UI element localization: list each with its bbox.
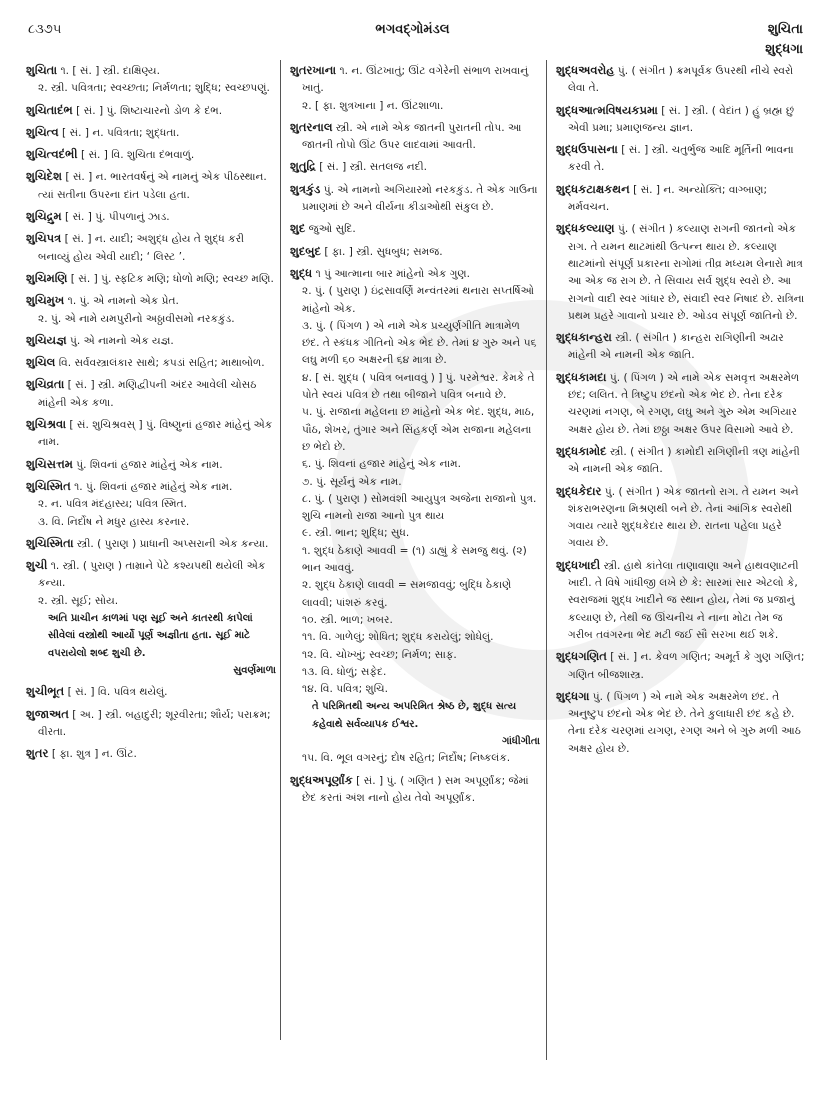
- definition-text: ૬. પું. શિવનાં હજાર માંહેનું એક નામ.: [302, 458, 461, 471]
- headword: શુદ્ધકાન્હરા: [556, 330, 612, 345]
- entry-definition: [290, 265, 540, 283]
- entry-definition: [556, 102, 806, 138]
- definition-text: ૫. પું. રાજાના મહેલના છ માંહેનો એક ભેદ. શુદ્ધ, માઠ, પૌઠ, શેખર, તુંગાર અને સિંહકર્ણ એમ રાજાના મહેલના છ ભેદો છે.: [302, 406, 535, 453]
- entry-definition: [26, 535, 276, 553]
- entry-sense: [290, 491, 540, 526]
- dictionary-entry: [556, 648, 806, 684]
- entry-definition: [290, 119, 540, 155]
- page-header: [0, 0, 825, 56]
- headword: શુચિત્વદંભી: [26, 147, 78, 162]
- headword: શુચિસત્તમ: [26, 456, 73, 471]
- dictionary-entry: [26, 168, 276, 204]
- entry-definition: [26, 208, 276, 226]
- definition-text: [ અ. ] સ્ત્રી. બહાદુરી; શૂરવીરતા; શૌર્ય; પરાક્રમ; વીરતા.: [38, 708, 271, 738]
- guide-word-first: શુચિતા: [767, 22, 803, 37]
- dictionary-entry: [290, 772, 540, 808]
- entry-definition: [26, 416, 276, 452]
- definition-text: સ્ત્રી. ( પુરાણ ) પ્રાધાની અપ્સરાની એક કન્યા.: [76, 537, 269, 550]
- headword: શુજાઅત: [26, 706, 69, 721]
- headword: શુદ્ધકેદાર: [556, 483, 602, 498]
- definition-text: ૨. ન. પવિત્ર મંદહાસ્ય; પવિત્ર સ્મિત.: [38, 498, 187, 511]
- column-2: [290, 62, 540, 811]
- headword: શુચિસ્મિતા: [26, 535, 74, 550]
- column-3: [556, 62, 806, 762]
- headword: શુચિયજ્ઞ: [26, 332, 67, 347]
- dictionary-entry: [26, 557, 276, 679]
- dictionary-entry: [290, 158, 540, 176]
- citation-quote: તે પરિમિતથી અન્ય અપરિમિત શ્રેષ્ઠ છે, શુદ્ધ સત્ય કહેવાથે સર્વવ્યાપક ઈશ્વર.: [312, 701, 517, 730]
- definition-text: સ્ત્રી. હાથે કાંતેલા તાણાવાણા અને હાથવણાટની ખાદી. તે વિષે ગાંધીજી લખે છે કે: સારમાં સાર એટલો કે, સ્વરાજમાં શુદ્ધ ખાદીને જ સ્થાન હોય, તેમાં જ પ્રજાનું કલ્યાણ છે, તેથી જ ઊંચનીચ ને નાના મોટા તેમ જ ગરીબ તવંગરના ભેદ મટી જઈ સૌ સરખા થઈ શકે.: [568, 559, 799, 641]
- definition-text: ૧ પું આત્માના બાર માંહેનો એક ગુણ.: [315, 267, 471, 280]
- definition-text: ૧. શુદ્ધ ઠેકાણે આવવી = (૧) ડાહ્યું કે સમજુ થવું. (૨) ભાન આવવું.: [302, 544, 527, 575]
- definition-text: ૧. [ સં. ] સ્ત્રી. દાક્ષિણ્ય.: [60, 65, 160, 77]
- definition-text: [ સં. ] વિ. શુચિતા દંભવાળું.: [80, 149, 195, 162]
- dictionary-entry: [26, 745, 276, 763]
- entry-definition: [556, 369, 806, 439]
- headword: શુદ્ધકલ્યાણ: [556, 221, 615, 236]
- definition-text: વિ. સર્વવસ્ત્રાલંકાર સાથે; કપડાં સહિત; માથાબોળ.: [58, 357, 265, 370]
- dictionary-entry: [290, 265, 540, 768]
- entry-definition: [26, 706, 276, 742]
- definition-text: ૧. ન. ઊંટખાતું; ઊંટ વગેરેની સંભાળ રાખવાનું ખાતું.: [302, 65, 529, 95]
- definition-text: [ સં. ] ન. અન્યોક્તિ; વાગ્બાણ; મર્મવચન.: [568, 183, 768, 214]
- headword: શુદ્ધગણિત: [556, 649, 607, 664]
- entry-sense: [290, 404, 540, 456]
- definition-text: [ સં. ] પું. સ્ફટિક મણિ; ધોળો મણિ; સ્વચ્છ મણિ.: [70, 272, 274, 285]
- entry-definition: [26, 292, 276, 310]
- dictionary-entry: [556, 181, 806, 217]
- dictionary-entry: [26, 332, 276, 350]
- entry-sense: [290, 318, 540, 370]
- definition-text: ૧૧. વિ. ગાળેલું; શોધિત; શુદ્ધ કરાયેલું; શોધેલું.: [302, 631, 494, 644]
- definition-text: ૧૦. સ્ત્રી. ભાળ; ખબર.: [302, 613, 393, 626]
- definition-text: ૨. શુદ્ધ ઠેકાણે લાવવી = સમજાવવું; બુદ્ધિ ઠેકાણે લાવવી; પાંશરું કરવું.: [302, 579, 512, 609]
- definition-text: સ્ત્રી. એ નામે એક જાતની પુરાતની તોપ. આ જાતની તોપો ઊંટ ઉપર લાદવામાં આવતી.: [302, 121, 522, 152]
- definition-text: ૨. સ્ત્રી. પવિત્રતા; સ્વચ્છતા; નિર્મળતા; શુદ્ધિ; સ્વચ્છપણું.: [38, 82, 270, 95]
- dictionary-entry: [26, 62, 276, 98]
- definition-text: [ સં. ] ન. ભારતવર્ષનું એ નામનું એક પીઠસ્થાન. ત્યાં સતીના ઉપરના દાંત પડેલા હતા.: [38, 171, 267, 201]
- headword: શુચિત્વ: [26, 124, 59, 139]
- entry-sense: [290, 577, 540, 612]
- definition-text: પું. ( સંગીત ) ક્રમપૂર્વક ઉપરથી નીચે સ્વરો લેવા તે.: [568, 65, 794, 95]
- headword: શુચીભૂત: [26, 684, 65, 699]
- definition-text: [ ફા. ] સ્ત્રી. સુધબુધ; સમજ.: [324, 245, 443, 258]
- entry-sense: [290, 664, 540, 681]
- headword: શુચિમુખ: [26, 293, 65, 308]
- headword: શુચી: [26, 558, 48, 573]
- dictionary-entry: [26, 146, 276, 164]
- entry-definition: [26, 478, 276, 496]
- dictionary-entry: [556, 62, 806, 98]
- definition-text: ૨. સ્ત્રી. સૂઈ; સોય.: [38, 594, 119, 607]
- entry-definition: [556, 443, 806, 479]
- definition-text: સ્ત્રી. ( સંગીત ) કામોદી રાગિણીની ત્રણ માંહેની એ નામની એક જાતિ.: [568, 445, 800, 476]
- headword: શુદબુદ: [290, 243, 321, 258]
- dictionary-entry: [26, 102, 276, 120]
- headword: શુચિમણિ: [26, 270, 68, 285]
- definition-text: પું. શિવનાં હજાર માંહેનું એક નામ.: [76, 458, 223, 471]
- entry-definition: [26, 376, 276, 412]
- entry-sense: [290, 283, 540, 318]
- entry-sense: ૧૫. વિ. ભૂલ વગરનું; દોષ રહિત; નિર્દોષ; નિષ્કલંક.: [302, 752, 511, 765]
- citation-source: ગાંધીગીતા: [502, 735, 540, 747]
- dictionary-entry: [556, 102, 806, 138]
- entry-definition: [290, 220, 540, 238]
- headword: શુદ: [290, 221, 306, 236]
- definition-text: [ સં. શુચિશ્રવસ્ ] પું. વિષ્ણુનાં હજાર માંહેનું એક નામ.: [38, 419, 273, 449]
- definition-text: [ સં. ] વિ. પવિત્ર થયેલું.: [67, 686, 168, 699]
- headword: શુતર: [26, 746, 49, 761]
- dictionary-entry: [26, 535, 276, 553]
- dictionary-entry: [26, 478, 276, 531]
- entry-sense: [290, 612, 540, 629]
- entry-definition: [26, 332, 276, 350]
- definition-text: ૨. પું. ( પુરાણ ) ઇંદ્રસાવર્ણિ મન્વંતરમાં થનારા સપ્તર્ષિઓ માંહેનો એક.: [302, 285, 535, 315]
- entry-definition: [26, 745, 276, 763]
- headword: શુચિતાદંભ: [26, 102, 73, 117]
- entry-sense: [26, 514, 276, 531]
- headword: શુતુદ્રિ: [290, 159, 316, 174]
- definition-text: ૮. પું. ( પુરાણ ) સોમવંશી આયુપુત્ર અજેના રાજાનો પુત્ર. શુચિ નામનો રાજા આનો પુત્ર થાય: [302, 492, 537, 523]
- dictionary-entry: [556, 329, 806, 365]
- dictionary-entry: [290, 119, 540, 155]
- entry-definition: [26, 168, 276, 204]
- headword: શુદ્ધકામદા: [556, 369, 607, 384]
- definition-text: [ સં. ] પું. ( ગણિત ) સમ અપૂર્ણાંક; જેમાં છેદ કરતાં અંશ નાનો હોય તેવો અપૂર્ણાંક.: [302, 774, 529, 804]
- entry-definition: [556, 62, 806, 98]
- definition-text: ૧. સ્ત્રી. ( પુરાણ ) તામ્રાને પેટે કશ્યપથી થયેલી એક કન્યા.: [38, 560, 266, 590]
- entry-definition: [26, 354, 276, 372]
- entry-definition: [26, 62, 276, 80]
- definition-text: ૨. પું. એ નામે યમપુરીનો અઠ્ઠાવીસમો નરકકુંડ.: [38, 312, 235, 325]
- entry-sense: [290, 370, 540, 405]
- headword: શુતરખાના: [290, 63, 337, 77]
- headword: શુચિપત્ર: [26, 231, 62, 246]
- definition-text: પું. ( સંગીત ) કલ્યાણ રાગની જાતનો એક રાગ. તે યમન થાટમાંથી ઉત્પન્ન થાય છે. કલ્યાણ થાટમાંનો સંપૂર્ણ પ્રકારના રાગોમાં તીવ્ર મધ્યમ લેનારો માત્ર આ એક જ રાગ છે. તે સિવાય સર્વ શુદ્ધ સ્વરો છે. આ રાગનો વાદી સ્વર ગાંધાર છે, સંવાદી સ્વર નિષાદ છે. રાત્રિના પ્રથમ પ્રહરે ગાવાનો પ્રચાર છે. ઓડવ સંપૂર્ણ જાતિનો છે.: [568, 223, 805, 322]
- entry-definition: [290, 181, 540, 217]
- entry-definition: [26, 230, 276, 266]
- headword: શુચિલ: [26, 355, 56, 370]
- definition-text: પું. એ નામનો એક યજ્ઞ.: [69, 334, 174, 347]
- definition-text: [ સં. ] ન. યાદી; અશુદ્ધ હોય તે શુદ્ધ કરી બનાવ્યું હોય એવી યાદી; ‘ લિસ્ટ ’.: [38, 233, 245, 263]
- definition-text: સ્ત્રી. ( સંગીત ) કાન્હરા રાગિણીની અઢાર માંહેની એ નામની એક જાતિ.: [568, 332, 784, 362]
- definition-text: [ સં. ] સ્ત્રી. મણિદ્વીપની અંદર આવેલી ચોસઠ માંહેની એક કળા.: [38, 379, 257, 409]
- guide-words: [765, 20, 803, 60]
- entry-definition: [26, 124, 276, 142]
- definition-text: ૪. [ સં. શુદ્ધ ( પવિત્ર બનાવવું ) ] પું. પરમેશ્વર. કેમકે તે પોતે સ્વયં પવિત્ર છે તથા બીજાને પવિત્ર બનાવે છે.: [302, 371, 535, 402]
- headword: શુચિદેશ: [26, 169, 62, 184]
- definition-text: ૧૩. વિ. ધોળું; સફેદ.: [302, 665, 387, 678]
- headword: શુદ્ધઉપાસના: [556, 142, 618, 157]
- dictionary-entry: [26, 208, 276, 226]
- definition-text: [ સં. ] ન. કેવળ ગણિત; અમૂર્ત કે ગુણ ગણિત; ગણિત બીજશાસ્ત્ર.: [568, 651, 805, 681]
- entry-definition: [556, 141, 806, 177]
- dictionary-entry: [26, 706, 276, 742]
- page-number: ૮૩૭૫: [28, 22, 62, 37]
- entry-definition: [556, 329, 806, 365]
- headword: શુત્રકુંડ: [290, 181, 321, 196]
- entry-sense: [290, 98, 540, 115]
- dictionary-entry: [26, 683, 276, 701]
- entry-sense: [290, 456, 540, 473]
- definition-text: ૨. [ ફા. શુત્રખાના ] ન. ઊંટશાળા.: [302, 99, 444, 112]
- definition-text: [ સં. ] પું. શિષ્ટાચારનો ડોળ કે દંભ.: [76, 104, 223, 117]
- dictionary-entry: [26, 416, 276, 452]
- dictionary-entry: [26, 292, 276, 328]
- definition-text: [ ફા. શુત્ર ] ન. ઊંટ.: [51, 748, 137, 761]
- dictionary-entry: [26, 456, 276, 474]
- headword: શુચિશ્રવા: [26, 417, 67, 432]
- headword: શુદ્ધકટાક્ષકથન: [556, 181, 630, 196]
- entry-definition: [26, 456, 276, 474]
- dictionary-entry: [556, 369, 806, 439]
- entry-definition: [290, 243, 540, 261]
- dictionary-entry: [556, 443, 806, 479]
- headword: શુચિસ્મિત: [26, 478, 71, 493]
- entry-definition: [26, 557, 276, 593]
- definition-text: પું. એ નામનો અગિયારમો નરકકુંડ. તે એક ગાઉના પ્રમાણમાં છે અને વીર્યના કીડાઓથી સંકુલ છે.: [302, 183, 538, 214]
- entry-definition: [556, 557, 806, 644]
- definition-text: ૧૪. વિ. પવિત્ર; શુચિ.: [302, 683, 388, 696]
- entry-definition: [26, 683, 276, 701]
- entry-definition: [556, 220, 806, 325]
- entry-definition: [290, 62, 540, 98]
- dictionary-columns: [0, 62, 825, 1092]
- headword: શુદ્ધઅપૂર્ણાંક: [290, 772, 353, 787]
- entry-definition: [26, 270, 276, 288]
- citation-source: સુવર્ણમાળા: [233, 664, 276, 676]
- definition-text: ૧. પું. એ નામનો એક પ્રેત.: [67, 295, 179, 308]
- column-1: [26, 62, 276, 767]
- dictionary-entry: [556, 483, 806, 553]
- headword: શુદ્ધઆત્મવિષયકપ્રમા: [556, 102, 658, 117]
- definition-text: [ સં. ] સ્ત્રી. ચતુર્ભુજ આદિ મૂર્તિની ભાવના કરવી તે.: [568, 144, 794, 174]
- dictionary-entry: [26, 124, 276, 142]
- definition-text: પું. ( પિંગળ ) એ નામે એક અક્ષરમેળ છંદ. તે અનુષ્ટુપ છંદનો એક ભેદ છે. તેને કુલાધારી છંદ કહે છે. તેના દરેક ચરણમાં યગણ, રગણ અને બે ગુરુ મળી આઠ અક્ષર હોય છે.: [568, 690, 801, 755]
- running-title: ભગવદ્ગોમંડલ: [375, 22, 450, 37]
- entry-sense: [290, 525, 540, 542]
- guide-word-last: શુદ્ધગા: [765, 42, 803, 57]
- dictionary-entry: [290, 243, 540, 261]
- entry-definition: [556, 648, 806, 684]
- definition-text: પું. ( પિંગળ ) એ નામે એક સમવૃત્ત અક્ષરમેળ છંદ; લલિત. તે ત્રિષ્ટુપ છંદનો એક ભેદ છે. તેના દરેક ચરણમાં નગણ, બે રગણ, લઘુ અને ગુરુ એમ અગિયાર અક્ષર હોય છે. તેમાં છઠ્ઠા અક્ષર ઉપર વિસામો આવે છે.: [568, 371, 800, 436]
- dictionary-entry: [290, 62, 540, 115]
- definition-text: ૧૨. વિ. ચોખ્ખું; સ્વચ્છ; નિર્મળ; સાફ.: [302, 648, 457, 661]
- headword: શુચિવ્રતા: [26, 377, 65, 392]
- entry-sense: [26, 496, 276, 513]
- headword: શુદ્ધકામોદ: [556, 443, 607, 458]
- entry-definition: [290, 158, 540, 176]
- definition-text: ૧. પું. શિવનાં હજાર માંહેનું એક નામ.: [74, 480, 233, 493]
- entry-sense: [290, 474, 540, 491]
- definition-text: [ સં. ] ન. પવિત્રતા; શુદ્ધતા.: [62, 126, 180, 139]
- definition-text: ૩. વિ. નિર્દોષ ને મધુર હાસ્ય કરનાર.: [38, 515, 190, 528]
- headword: શુદ્ધગા: [556, 688, 590, 703]
- dictionary-entry: [26, 354, 276, 372]
- definition-text: [ સં. ] સ્ત્રી. ( વેદાંત ) હું બ્રહ્મ છું એવી પ્રમા; પ્રમાણજન્ય જ્ઞાન.: [568, 104, 795, 134]
- entry-definition: [556, 688, 806, 758]
- dictionary-entry: [556, 557, 806, 644]
- entry-sense: [290, 647, 540, 664]
- entry-definition: [26, 146, 276, 164]
- entry-sense: [290, 543, 540, 578]
- headword: શુતરનાલ: [290, 119, 333, 134]
- dictionary-entry: [556, 220, 806, 325]
- dictionary-entry: [26, 230, 276, 266]
- dictionary-entry: [556, 688, 806, 758]
- entry-sense: [290, 681, 540, 698]
- headword: શુદ્ધ: [290, 265, 313, 280]
- entry-sense: [26, 311, 276, 328]
- entry-sense: [26, 80, 276, 97]
- entry-definition: [556, 483, 806, 553]
- headword: શુચિદ્રુમ: [26, 209, 62, 224]
- headword: શુચિતા: [26, 63, 58, 77]
- definition-text: [ સં. ] પું. પીપળાનું ઝાડ.: [64, 211, 170, 224]
- definition-text: જુઓ સુદિ.: [308, 223, 356, 236]
- definition-text: પું. ( સંગીત ) એક જાતનો રાગ. તે યમન અને શંકરાભરણના મિશ્રણથી બને છે. તેનાં આંગિક સ્વરોથી ગવાય ત્યારે શુદ્ધકેદાર થાય છે. રાતના પહેલા પ્રહરે ગવાય છે.: [568, 485, 799, 550]
- dictionary-entry: [556, 141, 806, 177]
- definition-text: ૩. પું. ( પિંગળ ) એ નામે એક પ્રચ્યુર્ણગીતિ માત્રામેળ છંદ. તે સ્કંધક ગીતિનો એક ભેદ છે. તેમાં ૪ ગુરુ અને ૫૬ લઘુ મળી ૬૦ અક્ષરની ૬૪ માત્રા છે.: [302, 319, 537, 367]
- entry-sense: [290, 629, 540, 646]
- definition-text: [ સં. ] સ્ત્રી. સતલજ નદી.: [319, 161, 427, 174]
- entry-definition: [26, 102, 276, 120]
- definition-text: ૭. પું. સૂર્યનું એક નામ.: [302, 475, 402, 488]
- citation-quote: અતિ પ્રાચીન કાળમાં પણ સૂઈ અને કાતરથી કાપેલાં સીવેલાં વસ્ત્રોથી આર્યો પૂર્ણ અજ્ઞીતા હતા. સૂઈ માટે વપરાયેલો શબ્દ શુચી છે.: [48, 613, 253, 659]
- dictionary-entry: [290, 220, 540, 238]
- dictionary-entry: [290, 181, 540, 217]
- headword: શુદ્ધઅવરોહ: [556, 63, 615, 77]
- dictionary-entry: [26, 376, 276, 412]
- dictionary-entry: [26, 270, 276, 288]
- headword: શુદ્ધખાદી: [556, 557, 601, 572]
- entry-definition: [290, 772, 540, 808]
- entry-definition: [556, 181, 806, 217]
- definition-text: ૯. સ્ત્રી. ભાન; શુદ્ધિ; સુધ.: [302, 527, 410, 540]
- entry-sense: [26, 593, 276, 610]
